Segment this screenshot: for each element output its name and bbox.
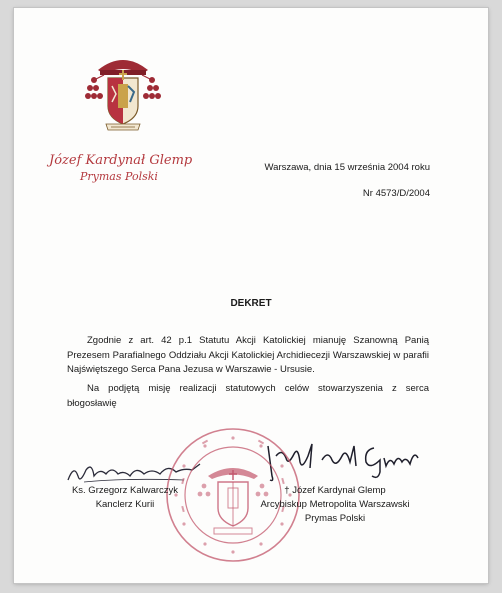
paragraph-decree: Zgodnie z art. 42 p.1 Statutu Akcji Katolickiej mianuję Szanowną Panią Prezesem Parafialnego Oddziału Akcji Katolickiej Archidiecezji Warszawskiej w parafii Najświętszego Serca Pana Jezusa w Warszawie - Ursusie.	[67, 335, 429, 375]
cardinal-role: Arcybiskup Metropolita Warszawski	[260, 499, 410, 510]
reference-number: Nr 4573/D/2004	[362, 188, 430, 199]
chancellor-signature-block	[50, 484, 200, 512]
chancellor-name: Ks. Grzegorz Kalwarczyk	[71, 485, 179, 496]
cardinal-title: Prymas Polski	[304, 513, 366, 524]
paragraph-blessing: Na podjętą misję realizacji statutowych celów stowarzyszenia z serca błogosławię	[67, 383, 429, 409]
date-line: Warszawa, dnia 15 września 2004 roku	[264, 162, 430, 173]
letterhead-name: Józef Kardynał Glemp	[49, 153, 193, 168]
letterhead-title: Prymas Polski	[80, 170, 158, 183]
cardinal-name: † Józef Kardynał Glemp	[284, 485, 386, 496]
document-heading: DEKRET	[230, 298, 272, 309]
coat-of-arms-icon	[84, 52, 162, 132]
chancellor-role: Kanclerz Kurii	[95, 499, 155, 510]
cardinal-signature-block	[256, 484, 414, 526]
document-sheet	[14, 8, 488, 583]
